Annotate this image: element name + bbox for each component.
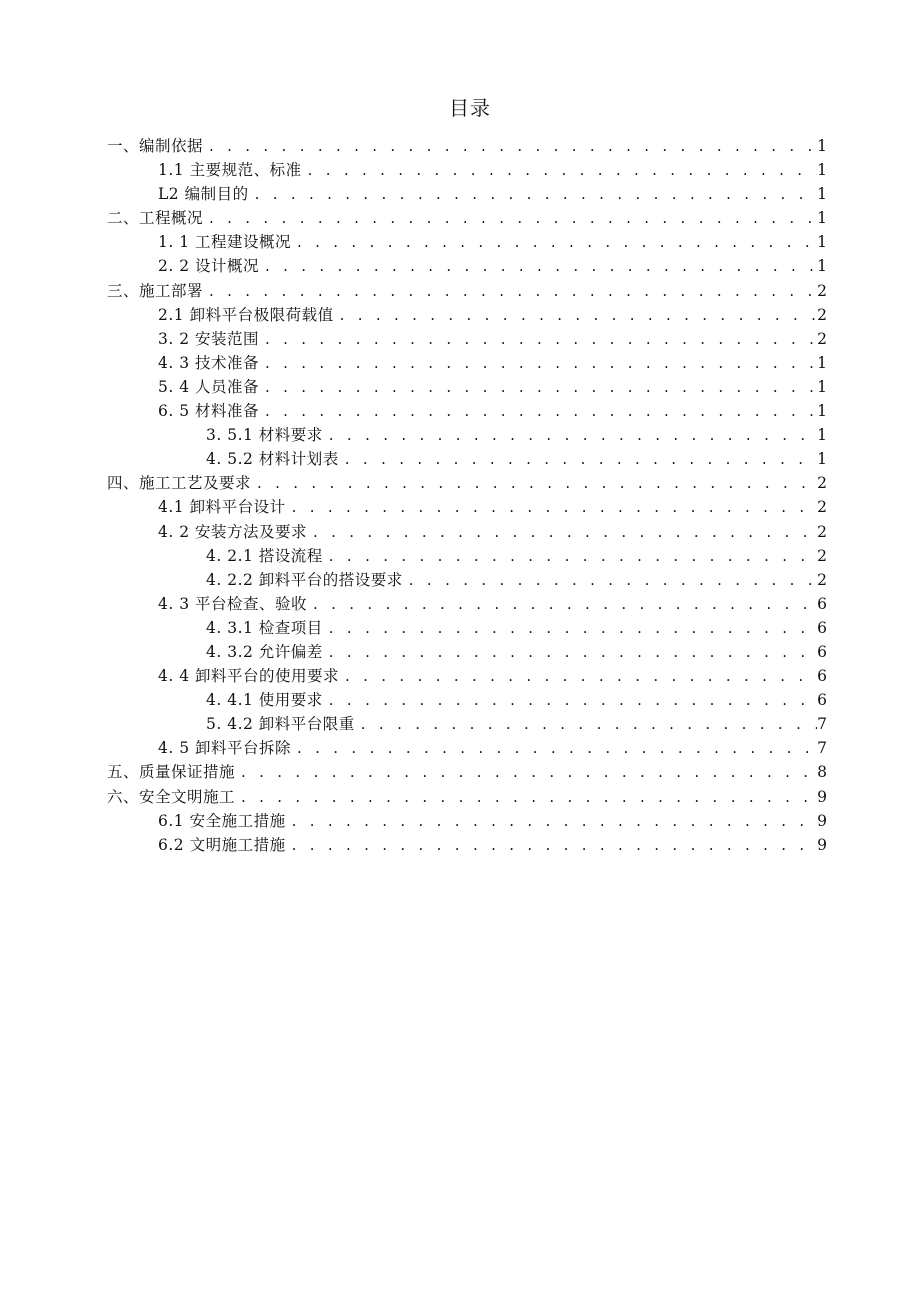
toc-leader-dots bbox=[286, 809, 817, 833]
toc-page-number: 6 bbox=[817, 642, 827, 661]
toc-leader-dots bbox=[286, 495, 817, 519]
toc-entry[interactable] bbox=[107, 182, 827, 206]
toc-entry-label: 6. 5 材料准备 bbox=[158, 402, 260, 421]
toc-page-number: 1 bbox=[817, 209, 827, 228]
toc-entry[interactable] bbox=[107, 736, 827, 760]
toc-entry-label: 五、质量保证措施 bbox=[107, 763, 236, 782]
toc-entry-label: 3. 5.1 材料要求 bbox=[206, 426, 323, 445]
toc-leader-dots bbox=[307, 592, 817, 616]
toc-leader-dots bbox=[323, 544, 817, 568]
toc-entry-label: 4. 2.2 卸料平台的搭设要求 bbox=[206, 570, 403, 589]
toc-entry[interactable] bbox=[107, 809, 827, 833]
toc-entry-label: 4. 3.1 检查项目 bbox=[206, 618, 323, 637]
toc-leader-dots bbox=[403, 568, 817, 592]
toc-entry[interactable] bbox=[107, 279, 827, 303]
toc-entry[interactable] bbox=[107, 833, 827, 857]
toc-entry-label: L2 编制目的 bbox=[158, 185, 249, 204]
toc-leader-dots bbox=[259, 351, 817, 375]
toc-leader-dots bbox=[339, 664, 817, 688]
toc-entry[interactable] bbox=[107, 712, 827, 736]
toc-entry[interactable] bbox=[107, 303, 827, 327]
toc-page-number: 9 bbox=[817, 835, 827, 854]
toc-entry[interactable] bbox=[107, 134, 827, 158]
toc-entry-label: 5. 4.2 卸料平台限重 bbox=[206, 715, 355, 734]
toc-entry-label: 4. 5.2 材料计划表 bbox=[206, 450, 339, 469]
toc-entry-label: 4. 3 平台检查、验收 bbox=[158, 594, 308, 613]
toc-entry[interactable] bbox=[107, 640, 827, 664]
toc-entry[interactable] bbox=[107, 568, 827, 592]
table-of-contents bbox=[107, 134, 827, 857]
toc-leader-dots bbox=[323, 616, 817, 640]
toc-page-number: 2 bbox=[817, 546, 827, 565]
toc-leader-dots bbox=[259, 327, 817, 351]
toc-entry[interactable] bbox=[107, 471, 827, 495]
toc-page-number: 1 bbox=[817, 353, 827, 372]
toc-entry-label: 4. 4.1 使用要求 bbox=[206, 691, 323, 710]
toc-page-number: 1 bbox=[817, 257, 827, 276]
toc-entry-label: 4. 2.1 搭设流程 bbox=[206, 546, 323, 565]
toc-entry-label: 四、施工工艺及要求 bbox=[107, 474, 252, 493]
toc-entry[interactable] bbox=[107, 158, 827, 182]
toc-leader-dots bbox=[203, 206, 817, 230]
toc-entry[interactable] bbox=[107, 785, 827, 809]
toc-page-number: 2 bbox=[817, 498, 827, 517]
toc-entry-label: 4. 4 卸料平台的使用要求 bbox=[158, 667, 340, 686]
toc-entry[interactable] bbox=[107, 375, 827, 399]
toc-entry[interactable] bbox=[107, 327, 827, 351]
toc-entry-label: 4.1 卸料平台设计 bbox=[158, 498, 286, 517]
toc-page-number: 1 bbox=[817, 402, 827, 421]
toc-entry-label: 2. 2 设计概况 bbox=[158, 257, 260, 276]
toc-entry[interactable] bbox=[107, 423, 827, 447]
toc-page-number: 6 bbox=[817, 594, 827, 613]
toc-entry-label: 5. 4 人员准备 bbox=[158, 377, 260, 396]
toc-leader-dots bbox=[323, 423, 817, 447]
toc-page-number: 2 bbox=[817, 570, 827, 589]
toc-entry-label: 六、安全文明施工 bbox=[107, 787, 236, 806]
toc-entry[interactable] bbox=[107, 616, 827, 640]
toc-leader-dots bbox=[302, 158, 817, 182]
toc-page-number: 8 bbox=[817, 763, 827, 782]
toc-entry[interactable] bbox=[107, 664, 827, 688]
toc-entry-label: 1.1 主要规范、标准 bbox=[158, 161, 302, 180]
toc-entry-label: 6.1 安全施工措施 bbox=[158, 811, 286, 830]
toc-entry-label: 3. 2 安装范围 bbox=[158, 329, 260, 348]
toc-leader-dots bbox=[334, 303, 817, 327]
toc-page-number: 1 bbox=[817, 137, 827, 155]
toc-entry[interactable] bbox=[107, 254, 827, 278]
toc-title: 目录 bbox=[449, 96, 491, 120]
toc-page-number: 9 bbox=[817, 787, 827, 806]
toc-leader-dots bbox=[259, 399, 817, 423]
toc-page-number: 1 bbox=[817, 233, 827, 252]
toc-page-number: 6 bbox=[817, 691, 827, 710]
toc-page-number: 7 bbox=[817, 739, 827, 758]
toc-entry[interactable] bbox=[107, 399, 827, 423]
toc-entry-label: 三、施工部署 bbox=[107, 281, 204, 300]
toc-leader-dots bbox=[249, 182, 817, 206]
toc-entry-label: 4. 3.2 允许偏差 bbox=[206, 642, 323, 661]
toc-leader-dots bbox=[291, 230, 817, 254]
toc-entry[interactable] bbox=[107, 544, 827, 568]
toc-leader-dots bbox=[203, 134, 817, 158]
toc-leader-dots bbox=[259, 375, 817, 399]
toc-page-number: 9 bbox=[817, 811, 827, 830]
toc-entry[interactable] bbox=[107, 447, 827, 471]
toc-page-number: 1 bbox=[817, 185, 827, 204]
toc-entry[interactable] bbox=[107, 206, 827, 230]
toc-page-number: 7 bbox=[817, 715, 827, 734]
toc-page-number: 2 bbox=[817, 474, 827, 493]
toc-leader-dots bbox=[235, 760, 817, 784]
toc-entry[interactable] bbox=[107, 688, 827, 712]
toc-entry[interactable] bbox=[107, 495, 827, 519]
toc-leader-dots bbox=[259, 254, 817, 278]
toc-page-number: 1 bbox=[817, 450, 827, 469]
toc-page-number: 2 bbox=[817, 522, 827, 541]
toc-entry-label: 2.1 卸料平台极限荷载值 bbox=[158, 305, 334, 324]
toc-page-number: 2 bbox=[817, 281, 827, 300]
toc-leader-dots bbox=[323, 640, 817, 664]
toc-page-number: 2 bbox=[817, 305, 827, 324]
toc-leader-dots bbox=[235, 785, 817, 809]
toc-leader-dots bbox=[291, 736, 817, 760]
toc-entry-label: 4. 3 技术准备 bbox=[158, 353, 260, 372]
toc-page-number: 6 bbox=[817, 667, 827, 686]
toc-entry-label: 1. 1 工程建设概况 bbox=[158, 233, 292, 252]
toc-entry-label: 4. 2 安装方法及要求 bbox=[158, 522, 308, 541]
toc-leader-dots bbox=[323, 688, 817, 712]
toc-entry[interactable] bbox=[107, 520, 827, 544]
toc-entry[interactable] bbox=[107, 351, 827, 375]
toc-page-number: 1 bbox=[817, 161, 827, 180]
toc-page-number: 2 bbox=[817, 329, 827, 348]
toc-entry-label: 6.2 文明施工措施 bbox=[158, 835, 286, 854]
toc-leader-dots bbox=[339, 447, 817, 471]
toc-entry[interactable] bbox=[107, 592, 827, 616]
toc-leader-dots bbox=[203, 279, 817, 303]
toc-entry[interactable] bbox=[107, 760, 827, 784]
toc-page-number: 6 bbox=[817, 618, 827, 637]
toc-leader-dots bbox=[286, 833, 817, 857]
toc-entry[interactable] bbox=[107, 230, 827, 254]
toc-entry-label: 4. 5 卸料平台拆除 bbox=[158, 739, 292, 758]
toc-entry-label: 一、编制依据 bbox=[107, 137, 204, 155]
toc-page-number: 1 bbox=[817, 426, 827, 445]
toc-leader-dots bbox=[251, 471, 817, 495]
toc-leader-dots bbox=[307, 520, 817, 544]
toc-entry-label: 二、工程概况 bbox=[107, 209, 204, 228]
toc-page-number: 1 bbox=[817, 377, 827, 396]
toc-leader-dots bbox=[355, 712, 817, 736]
